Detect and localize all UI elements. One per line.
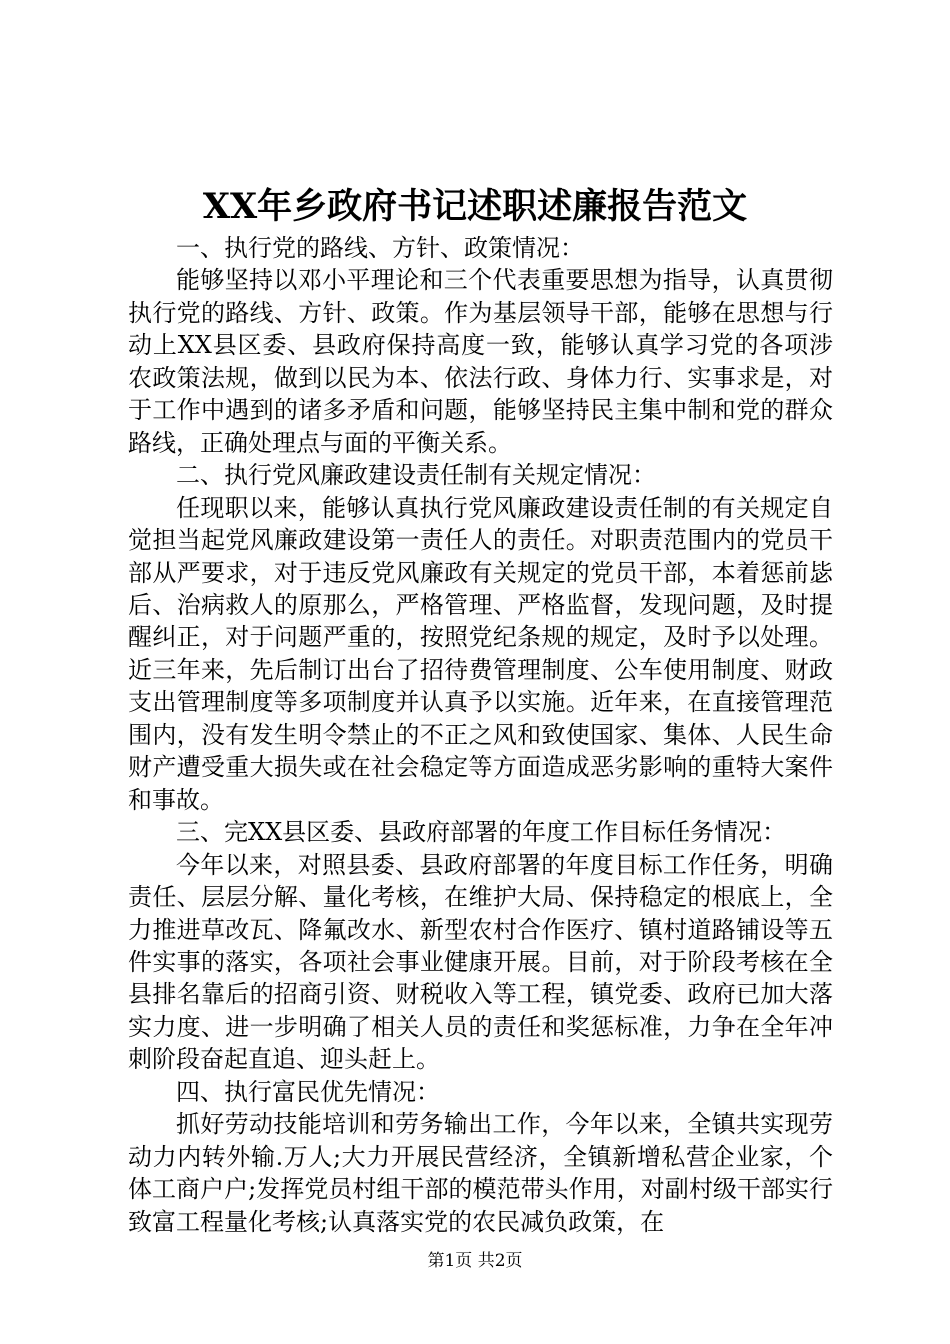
section-paragraph: 今年以来，对照县委、县政府部署的年度目标工作任务，明确责任、层层分解、量化考核，在维护大局、保持稳定的根底上，全力推进草改瓦、降氟改水、新型农村合作医疗、镇村道路铺设等五件实事的落实，各项社会事业健康开展。目前，对于阶段考核在全县排名靠后的招商引资、财税收入等工程，镇党委、政府已加大落实力度、进一步明确了相关人员的责任和奖惩标准，力争在全年冲刺阶段奋起直追、迎头赶上。 <box>128 850 833 1074</box>
document-title: XX年乡政府书记述职述廉报告范文 <box>202 186 748 227</box>
section-paragraph: 抓好劳动技能培训和劳务输出工作，今年以来，全镇共实现劳动力内转外输.万人;大力开展民营经济，全镇新增私营企业家，个体工商户户;发挥党员村组干部的模范带头作用，对副村级干部实行致富工程量化考核;认真落实党的农民减负政策，在 <box>128 1110 833 1236</box>
document-body <box>128 232 833 1238</box>
page-footer <box>0 1249 950 1273</box>
section-heading: 二、执行党风廉政建设责任制有关规定情况： <box>176 461 656 490</box>
section-heading: 一、执行党的路线、方针、政策情况： <box>176 234 584 262</box>
section-paragraph: 任现职以来，能够认真执行党风廉政建设责任制的有关规定自觉担当起党风廉政建设第一责任人的责任。对职责范围内的党员干部从严要求，对于违反党风廉政有关规定的党员干部，本着惩前毖后、治病救人的原那么，严格管理、严格监督，发现问题，及时提醒纠正，对于问题严重的，按照党纪条规的规定，及时予以处理。近三年来，先后制订出台了招待费管理制度、公车使用制度、财政支出管理制度等多项制度并认真予以实施。近年来，在直接管理范围内，没有发生明令禁止的不正之风和致使国家、集体、人民生命财产遭受重大损失或在社会稳定等方面造成恶劣影响的重特大案件和事故。 <box>128 493 833 814</box>
section-heading: 三、完XX县区委、县政府部署的年度工作目标任务情况： <box>176 818 787 847</box>
page-number: 第1页 共2页 <box>427 1251 523 1271</box>
section-heading: 四、执行富民优先情况： <box>176 1077 440 1106</box>
section-paragraph: 能够坚持以邓小平理论和三个代表重要思想为指导，认真贯彻执行党的路线、方针、政策。作为基层领导干部，能够在思想与行动上XX县区委、县政府保持高度一致，能够认真学习党的各项涉农政策法规，做到以民为本、依法行政、身体力行、实事求是，对于工作中遇到的诸多矛盾和问题，能够坚持民主集中制和党的群众路线，正确处理点与面的平衡关系。 <box>128 266 833 457</box>
